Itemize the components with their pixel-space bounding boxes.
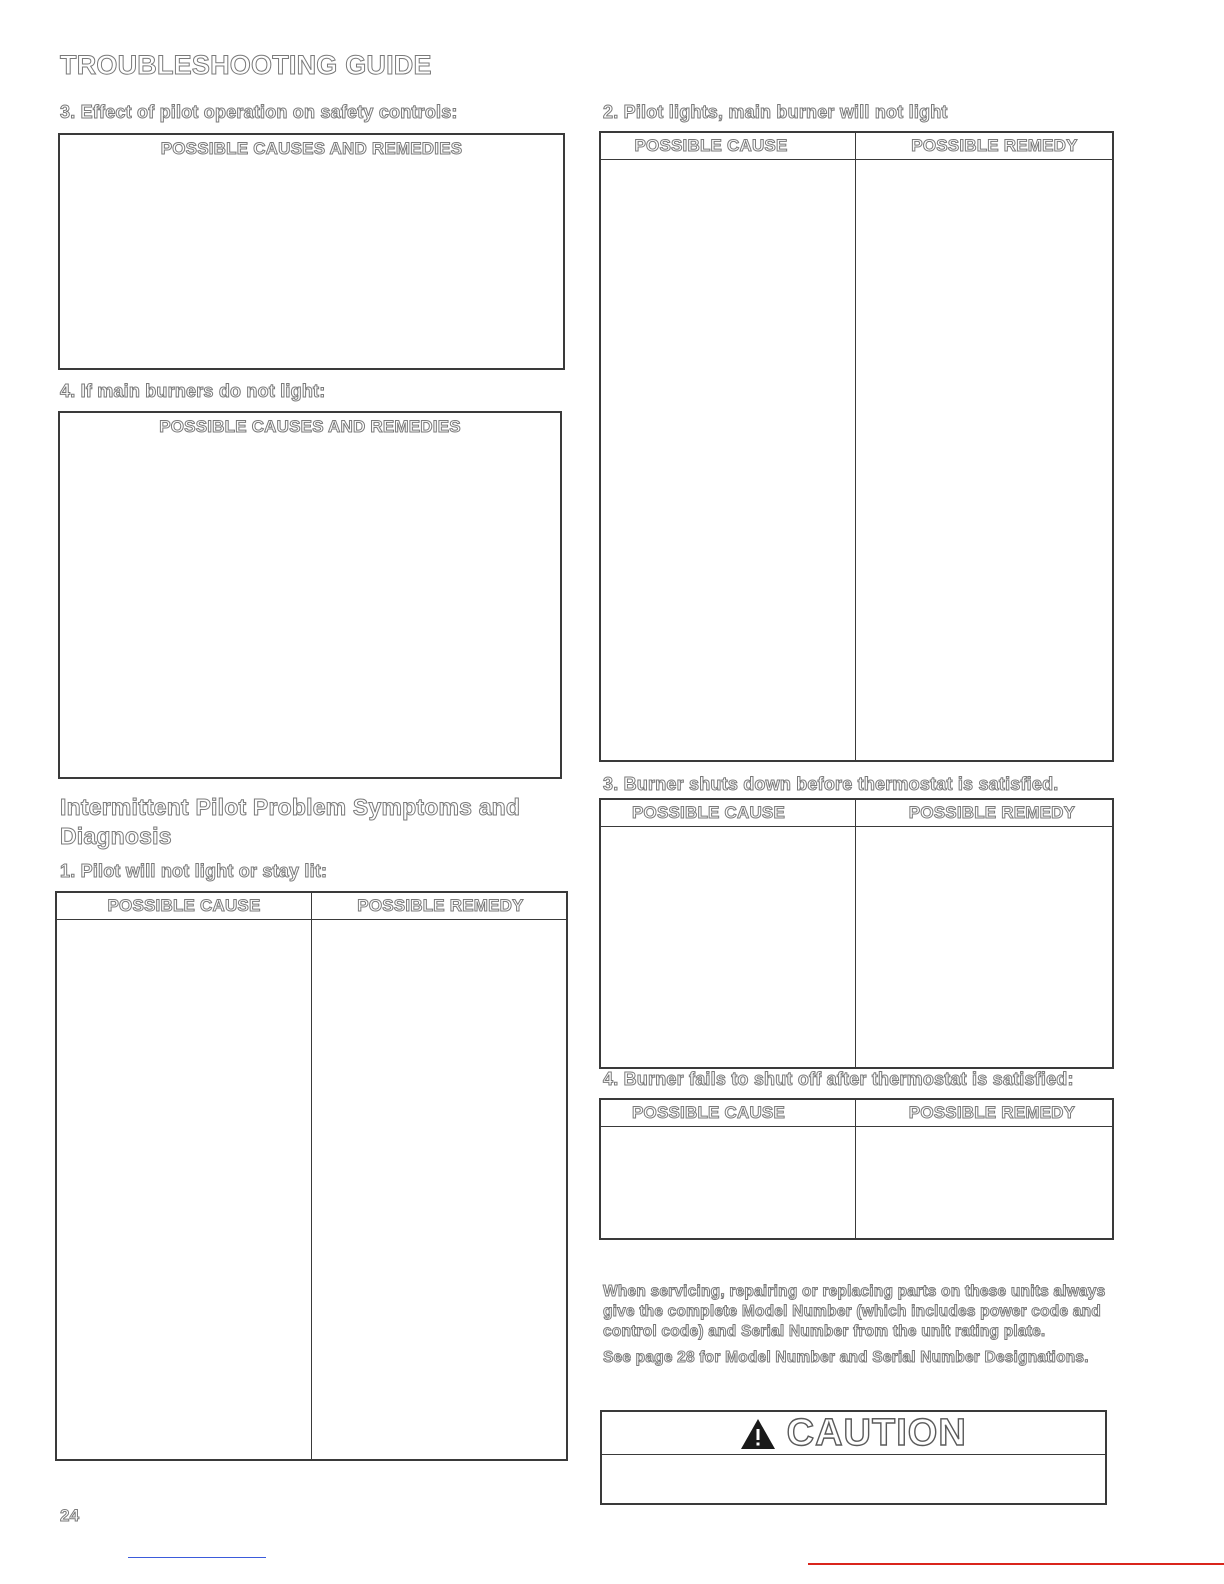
right-section-4-col-remedy: POSSIBLE REMEDY xyxy=(908,1103,1076,1122)
caution-header xyxy=(602,1412,1105,1455)
intermittent-heading-line2: Diagnosis xyxy=(60,823,172,849)
right-section-4-heading: 4. Burner fails to shut off after thermostat is satisfied: xyxy=(603,1069,1074,1089)
caution-label: CAUTION xyxy=(786,1412,967,1454)
bottom-link-underline-blue[interactable] xyxy=(128,1557,266,1558)
left-section-3-box-header: POSSIBLE CAUSES AND REMEDIES xyxy=(160,139,463,158)
left-section-3-heading: 3. Effect of pilot operation on safety controls: xyxy=(60,102,458,122)
right-section-2-header-row xyxy=(601,133,1112,160)
intermittent-heading-line1: Intermittent Pilot Problem Symptoms and xyxy=(60,794,521,820)
left-section-1-col-remedy: POSSIBLE REMEDY xyxy=(357,896,524,915)
warning-triangle-icon xyxy=(740,1418,776,1450)
right-section-4-header-row xyxy=(601,1100,1112,1127)
right-section-3-header-row xyxy=(601,800,1112,827)
service-note-paragraph-1: When servicing, repairing or replacing parts on these units always give the complete Model Number (which includes power code and control code) and Serial Number from the unit rating plate. xyxy=(603,1283,1106,1340)
left-section-4-box xyxy=(58,411,562,779)
page-number: 24 xyxy=(60,1506,80,1525)
service-note-paragraph-2: See page 28 for Model Number and Serial Number Designations. xyxy=(603,1349,1089,1366)
bottom-link-underline-red[interactable] xyxy=(808,1563,1224,1565)
right-section-2-heading: 2. Pilot lights, main burner will not light xyxy=(603,102,948,122)
intermittent-heading xyxy=(60,793,520,851)
left-section-4-box-header: POSSIBLE CAUSES AND REMEDIES xyxy=(159,417,461,436)
left-section-3-box xyxy=(58,133,565,370)
right-section-3-heading: 3. Burner shuts down before thermostat is satisfied. xyxy=(603,774,1059,794)
page-title: TROUBLESHOOTING GUIDE xyxy=(60,50,432,80)
right-section-3-table xyxy=(599,798,1114,1069)
right-section-4-divider xyxy=(855,1100,856,1238)
right-section-2-table xyxy=(599,131,1114,762)
right-section-4-col-cause: POSSIBLE CAUSE xyxy=(632,1103,785,1122)
right-section-3-divider xyxy=(855,800,856,1067)
right-section-4-table xyxy=(599,1098,1114,1240)
right-section-2-col-cause: POSSIBLE CAUSE xyxy=(634,136,788,155)
left-section-1-heading: 1. Pilot will not light or stay lit: xyxy=(60,861,328,881)
right-section-3-col-cause: POSSIBLE CAUSE xyxy=(632,803,785,822)
right-section-2-divider xyxy=(855,133,856,760)
left-section-1-divider xyxy=(311,893,312,1459)
right-section-3-col-remedy: POSSIBLE REMEDY xyxy=(908,803,1076,822)
left-section-1-table xyxy=(55,891,568,1461)
right-section-2-col-remedy: POSSIBLE REMEDY xyxy=(911,136,1078,155)
left-section-1-col-cause: POSSIBLE CAUSE xyxy=(107,896,261,915)
caution-box xyxy=(600,1410,1107,1505)
left-section-4-heading: 4. If main burners do not light: xyxy=(60,381,326,401)
